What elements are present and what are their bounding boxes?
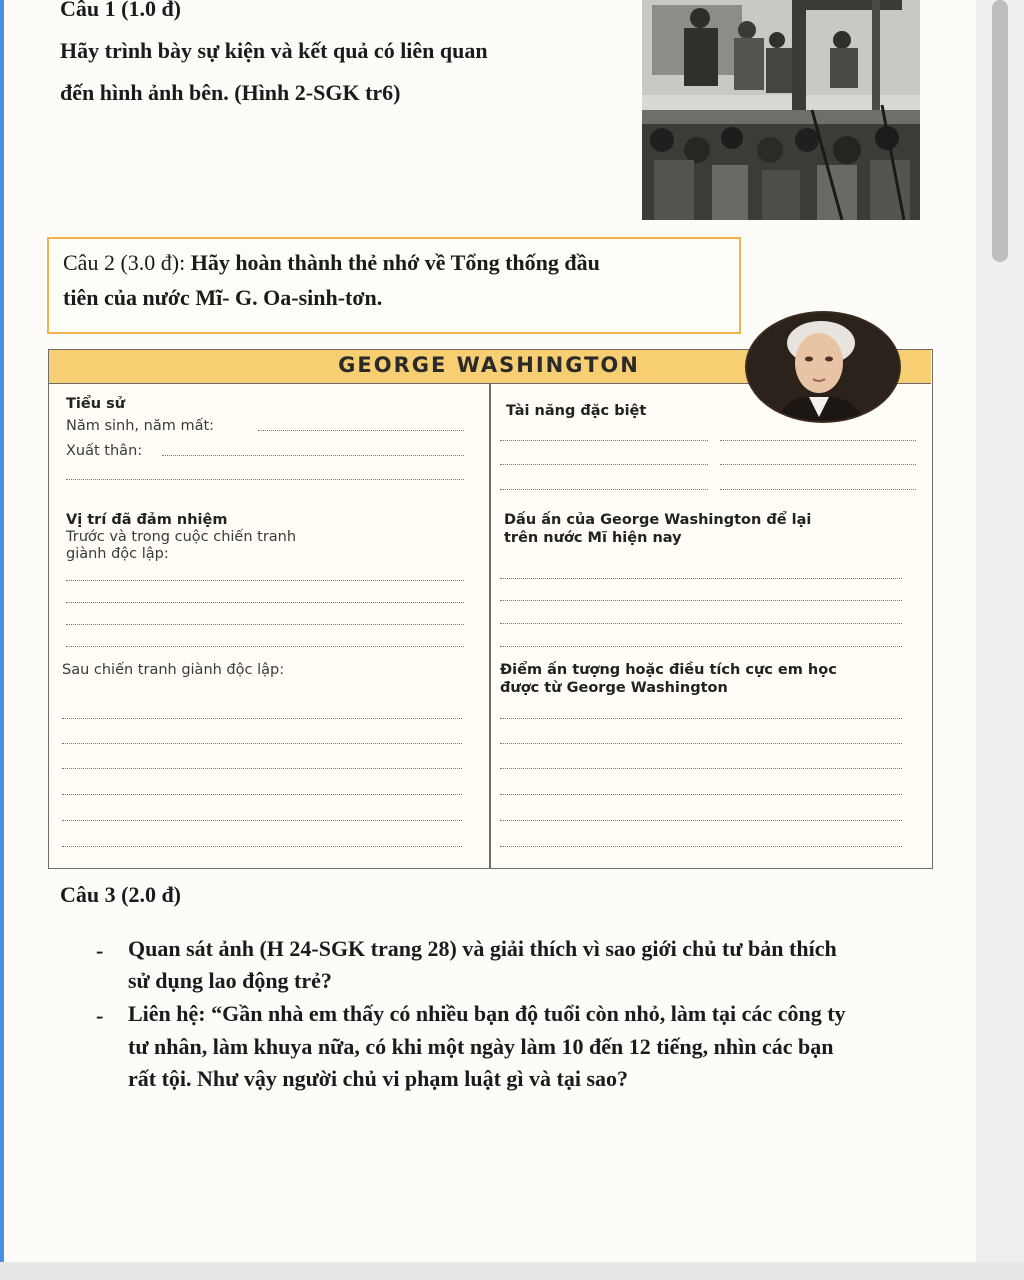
lesson-blank-5[interactable]	[500, 820, 902, 821]
question-3-item-1-line-2: sử dụng lao động trẻ?	[128, 968, 332, 993]
legacy-heading-line-2: trên nước Mĩ hiện nay	[504, 530, 682, 546]
before-war-line-1: Trước và trong cuộc chiến tranh	[66, 529, 297, 545]
question-2-line-1-text: Hãy hoàn thành thẻ nhớ về Tổng thống đầu	[185, 250, 600, 275]
lesson-blank-6[interactable]	[500, 846, 902, 847]
lesson-blank-2[interactable]	[500, 743, 902, 744]
card-title: GEORGE WASHINGTON	[338, 353, 640, 377]
after-war-blank-2[interactable]	[62, 743, 462, 744]
bottom-bar	[0, 1262, 1024, 1280]
question-3-item-2-line-1: Liên hệ: “Gần nhà em thấy có nhiều bạn độ tuổi còn nhỏ, làm tại các công ty	[128, 1001, 846, 1026]
lesson-heading-line-1: Điểm ấn tượng hoặc điều tích cực em học	[500, 662, 837, 678]
question-3-item-1-line-1: Quan sát ảnh (H 24-SGK trang 28) và giải thích vì sao giới chủ tư bản thích	[128, 936, 837, 961]
historical-engraving-image	[642, 0, 920, 220]
question-1-line-1: Hãy trình bày sự kiện và kết quả có liên quan	[60, 38, 488, 63]
talent-blank-1b[interactable]	[720, 440, 916, 441]
birth-death-blank[interactable]	[258, 430, 464, 431]
origin-label: Xuất thân:	[66, 443, 143, 459]
before-war-blank-3[interactable]	[66, 624, 464, 625]
question-3-title: Câu 3 (2.0 đ)	[60, 882, 182, 907]
question-3-item-2-line-2: tư nhân, làm khuya nữa, có khi một ngày làm 10 đến 12 tiếng, nhìn các bạn	[128, 1034, 834, 1059]
talent-blank-2b[interactable]	[720, 464, 916, 465]
after-war-blank-3[interactable]	[62, 768, 462, 769]
question-1-line-2: đến hình ảnh bên. (Hình 2-SGK tr6)	[60, 80, 401, 105]
bullet-dash-2: -	[96, 1003, 104, 1028]
before-war-blank-2[interactable]	[66, 602, 464, 603]
washington-portrait-image	[745, 311, 901, 423]
origin-blank[interactable]	[162, 455, 464, 456]
bio-heading: Tiểu sử	[66, 396, 126, 412]
after-war-label: Sau chiến tranh giành độc lập:	[62, 662, 285, 678]
question-1-title: Câu 1 (1.0 đ)	[60, 0, 182, 21]
talent-blank-3b[interactable]	[720, 489, 916, 490]
left-accent-edge	[0, 0, 4, 1280]
origin-blank-2[interactable]	[66, 479, 464, 480]
question-2-box	[47, 237, 741, 334]
talent-heading: Tài năng đặc biệt	[506, 403, 647, 419]
lesson-blank-4[interactable]	[500, 794, 902, 795]
legacy-blank-4[interactable]	[500, 646, 902, 647]
talent-blank-2a[interactable]	[500, 464, 708, 465]
bullet-dash-1: -	[96, 938, 104, 963]
legacy-blank-2[interactable]	[500, 600, 902, 601]
before-war-blank-4[interactable]	[66, 646, 464, 647]
lesson-blank-1[interactable]	[500, 718, 902, 719]
after-war-blank-5[interactable]	[62, 820, 462, 821]
after-war-blank-1[interactable]	[62, 718, 462, 719]
after-war-blank-4[interactable]	[62, 794, 462, 795]
legacy-heading-line-1: Dấu ấn của George Washington để lại	[504, 512, 812, 528]
before-war-line-2: giành độc lập:	[66, 546, 169, 562]
legacy-blank-1[interactable]	[500, 578, 902, 579]
birth-death-label: Năm sinh, năm mất:	[66, 418, 215, 434]
vertical-scrollbar-thumb[interactable]	[992, 0, 1008, 262]
question-2-line-2: tiên của nước Mĩ- G. Oa-sinh-tơn.	[63, 285, 383, 310]
legacy-blank-3[interactable]	[500, 623, 902, 624]
question-3-item-2-line-3: rất tội. Như vậy người chủ vi phạm luật gì và tại sao?	[128, 1066, 629, 1091]
question-2-line-1	[63, 250, 600, 276]
positions-heading: Vị trí đã đảm nhiệm	[66, 512, 228, 528]
question-2-label: Câu 2 (3.0 đ):	[63, 250, 186, 275]
lesson-heading-line-2: được từ George Washington	[500, 680, 728, 696]
talent-blank-3a[interactable]	[500, 489, 708, 490]
talent-blank-1a[interactable]	[500, 440, 708, 441]
before-war-blank-1[interactable]	[66, 580, 464, 581]
after-war-blank-6[interactable]	[62, 846, 462, 847]
card-divider	[489, 383, 491, 868]
lesson-blank-3[interactable]	[500, 768, 902, 769]
